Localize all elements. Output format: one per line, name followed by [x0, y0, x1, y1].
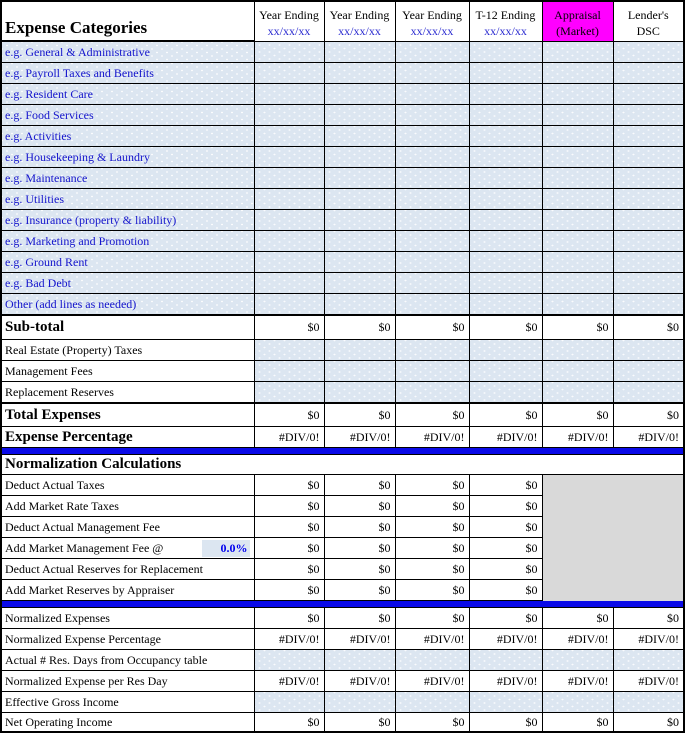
cell-input[interactable]: [395, 273, 469, 294]
cell-input[interactable]: [395, 252, 469, 273]
cell-input[interactable]: [324, 650, 395, 671]
row-label: e.g. Activities: [1, 126, 254, 147]
section-title: Normalization Calculations: [1, 455, 684, 475]
cell-input[interactable]: [395, 294, 469, 316]
row-label: Effective Gross Income: [1, 692, 254, 713]
cell-input[interactable]: [469, 361, 542, 382]
cell-input[interactable]: [613, 252, 684, 273]
cell-value[interactable]: #DIV/0!: [469, 671, 542, 692]
table-row: [1, 692, 684, 713]
cell-value[interactable]: $0: [395, 403, 469, 427]
cell-value[interactable]: $0: [324, 608, 395, 629]
row-label: [1, 538, 254, 559]
cell-value[interactable]: #DIV/0!: [254, 427, 324, 448]
row-label: e.g. Ground Rent: [1, 252, 254, 273]
cell-input[interactable]: [324, 168, 395, 189]
cell-value[interactable]: $0: [324, 580, 395, 601]
cell-value[interactable]: $0: [254, 496, 324, 517]
cell-input[interactable]: [613, 210, 684, 231]
row-label: e.g. Housekeeping & Laundry: [1, 147, 254, 168]
cell-input[interactable]: [469, 650, 542, 671]
table-row: [1, 189, 684, 210]
cell-input[interactable]: [542, 692, 613, 713]
cell-input[interactable]: [469, 168, 542, 189]
cell-value[interactable]: #DIV/0!: [469, 629, 542, 650]
cell-input[interactable]: [324, 252, 395, 273]
row-label: Actual # Res. Days from Occupancy table: [1, 650, 254, 671]
cell-value[interactable]: $0: [324, 496, 395, 517]
cell-value[interactable]: $0: [254, 608, 324, 629]
cell-input[interactable]: [395, 340, 469, 361]
column-header-2: [395, 1, 469, 41]
row-label: Normalized Expenses: [1, 608, 254, 629]
cell-input[interactable]: [542, 168, 613, 189]
header-row: [1, 1, 684, 41]
row-label: Normalized Expense Percentage: [1, 629, 254, 650]
cell-input[interactable]: [469, 126, 542, 147]
row-label: Total Expenses: [1, 403, 254, 427]
cell-input[interactable]: [542, 63, 613, 84]
cell-input[interactable]: [254, 147, 324, 168]
cell-value[interactable]: $0: [395, 608, 469, 629]
cell-value[interactable]: $0: [254, 559, 324, 580]
row-label: Normalized Expense per Res Day: [1, 671, 254, 692]
table-row: [1, 496, 684, 517]
cell-input[interactable]: [613, 168, 684, 189]
blue-divider: [1, 601, 684, 608]
cell-input[interactable]: [469, 382, 542, 404]
cell-input[interactable]: [324, 147, 395, 168]
cell-input[interactable]: [324, 231, 395, 252]
cell-input[interactable]: [469, 105, 542, 126]
management-fee-percent-input[interactable]: 0.0%: [202, 540, 250, 557]
table-row: [1, 629, 684, 650]
cell-input[interactable]: [254, 382, 324, 404]
cell-input[interactable]: [254, 361, 324, 382]
cell-value[interactable]: #DIV/0!: [469, 427, 542, 448]
cell-value[interactable]: #DIV/0!: [613, 427, 684, 448]
row-label: e.g. Payroll Taxes and Benefits: [1, 63, 254, 84]
cell-value[interactable]: $0: [254, 713, 324, 733]
row-label: e.g. Maintenance: [1, 168, 254, 189]
column-header-expense-categories: Expense Categories: [1, 1, 254, 41]
cell-input[interactable]: [542, 252, 613, 273]
cell-input[interactable]: [613, 340, 684, 361]
cell-input[interactable]: [254, 252, 324, 273]
cell-input[interactable]: [469, 63, 542, 84]
cell-input[interactable]: [395, 692, 469, 713]
cell-value[interactable]: $0: [395, 315, 469, 340]
row-label: e.g. Insurance (property & liability): [1, 210, 254, 231]
cell-input[interactable]: [613, 382, 684, 404]
table-row: [1, 231, 684, 252]
row-label: Expense Percentage: [1, 427, 254, 448]
row-label: Real Estate (Property) Taxes: [1, 340, 254, 361]
cell-value[interactable]: $0: [395, 475, 469, 496]
cell-value[interactable]: $0: [395, 538, 469, 559]
cell-value[interactable]: $0: [395, 496, 469, 517]
cell-value[interactable]: $0: [469, 403, 542, 427]
cell-value[interactable]: $0: [254, 475, 324, 496]
row-label-text: Add Market Management Fee @: [5, 540, 164, 555]
cell-value[interactable]: $0: [469, 608, 542, 629]
cell-input[interactable]: [613, 650, 684, 671]
cell-input[interactable]: [395, 231, 469, 252]
column-header-line1: T-12 Ending: [475, 8, 536, 23]
cell-input[interactable]: [469, 692, 542, 713]
cell-value[interactable]: #DIV/0!: [324, 671, 395, 692]
table-row: [1, 63, 684, 84]
cell-value[interactable]: $0: [469, 496, 542, 517]
row-label: e.g. Bad Debt: [1, 273, 254, 294]
table-row: [1, 448, 684, 455]
column-header-line1: Lender's: [627, 8, 669, 23]
cell-input[interactable]: [542, 41, 613, 63]
column-header-3: [469, 1, 542, 41]
cell-input[interactable]: [469, 252, 542, 273]
cell-input[interactable]: [613, 692, 684, 713]
cell-value[interactable]: $0: [324, 475, 395, 496]
cell-value[interactable]: #DIV/0!: [395, 427, 469, 448]
table-row: [1, 650, 684, 671]
grayed-out-cell: [542, 517, 684, 538]
cell-input[interactable]: [613, 231, 684, 252]
cell-value[interactable]: $0: [469, 713, 542, 733]
cell-input[interactable]: [395, 168, 469, 189]
cell-value[interactable]: $0: [324, 713, 395, 733]
grayed-out-cell: [542, 496, 684, 517]
cell-value[interactable]: $0: [395, 713, 469, 733]
table-row: [1, 713, 684, 733]
table-row: [1, 601, 684, 608]
table-row: [1, 315, 684, 340]
cell-value[interactable]: $0: [613, 713, 684, 733]
table-row: [1, 608, 684, 629]
cell-input[interactable]: [542, 231, 613, 252]
cell-input[interactable]: [254, 210, 324, 231]
column-header-4: [542, 1, 613, 41]
cell-input[interactable]: [469, 231, 542, 252]
cell-value[interactable]: $0: [469, 559, 542, 580]
column-header-5: [613, 1, 684, 41]
row-label: Deduct Actual Management Fee: [1, 517, 254, 538]
row-label: Other (add lines as needed): [1, 294, 254, 316]
cell-input[interactable]: [254, 41, 324, 63]
row-label: e.g. General & Administrative: [1, 41, 254, 63]
table-row: [1, 252, 684, 273]
table-row: [1, 455, 684, 475]
cell-input[interactable]: [542, 650, 613, 671]
cell-value[interactable]: $0: [395, 517, 469, 538]
cell-input[interactable]: [395, 147, 469, 168]
cell-input[interactable]: [613, 147, 684, 168]
blue-divider: [1, 448, 684, 455]
column-header-line1: Year Ending: [329, 8, 390, 23]
cell-input[interactable]: [324, 273, 395, 294]
cell-input[interactable]: [324, 84, 395, 105]
cell-input[interactable]: [613, 84, 684, 105]
cell-input[interactable]: [469, 41, 542, 63]
cell-input[interactable]: [613, 189, 684, 210]
cell-input[interactable]: [613, 126, 684, 147]
cell-value[interactable]: $0: [254, 517, 324, 538]
row-label: e.g. Utilities: [1, 189, 254, 210]
table-row: [1, 580, 684, 601]
cell-value[interactable]: #DIV/0!: [254, 671, 324, 692]
table-row: [1, 671, 684, 692]
cell-value[interactable]: $0: [469, 475, 542, 496]
column-header-0: [254, 1, 324, 41]
table-row: [1, 403, 684, 427]
cell-input[interactable]: [395, 382, 469, 404]
cell-value[interactable]: $0: [324, 559, 395, 580]
cell-input[interactable]: [254, 692, 324, 713]
table-row: [1, 382, 684, 404]
table-row: [1, 273, 684, 294]
cell-input[interactable]: [324, 382, 395, 404]
cell-value[interactable]: $0: [395, 559, 469, 580]
column-header-line1: Year Ending: [402, 8, 462, 23]
cell-value[interactable]: $0: [254, 538, 324, 559]
table-row: [1, 517, 684, 538]
cell-input[interactable]: [254, 126, 324, 147]
column-header-line1: Appraisal: [554, 8, 601, 23]
cell-value[interactable]: #DIV/0!: [613, 629, 684, 650]
cell-value[interactable]: $0: [254, 403, 324, 427]
cell-input[interactable]: [395, 84, 469, 105]
cell-input[interactable]: [324, 189, 395, 210]
grayed-out-cell: [542, 559, 684, 580]
table-row: [1, 475, 684, 496]
cell-input[interactable]: [324, 294, 395, 316]
cell-value[interactable]: $0: [613, 315, 684, 340]
cell-input[interactable]: [254, 84, 324, 105]
column-header-date: xx/xx/xx: [267, 23, 311, 38]
cell-value[interactable]: #DIV/0!: [324, 629, 395, 650]
row-label: Deduct Actual Reserves for Replacement: [1, 559, 254, 580]
cell-input[interactable]: [324, 105, 395, 126]
cell-value[interactable]: $0: [613, 608, 684, 629]
cell-value[interactable]: #DIV/0!: [395, 671, 469, 692]
cell-input[interactable]: [324, 361, 395, 382]
cell-input[interactable]: [542, 147, 613, 168]
column-header-date: xx/xx/xx: [338, 23, 381, 38]
row-label: e.g. Food Services: [1, 105, 254, 126]
cell-input[interactable]: [254, 63, 324, 84]
cell-input[interactable]: [324, 692, 395, 713]
cell-input[interactable]: [395, 210, 469, 231]
column-header-line2: DSC: [636, 23, 660, 38]
cell-value[interactable]: $0: [469, 580, 542, 601]
table-row: [1, 126, 684, 147]
row-label: e.g. Marketing and Promotion: [1, 231, 254, 252]
row-label: Add Market Rate Taxes: [1, 496, 254, 517]
column-header-date: xx/xx/xx: [484, 23, 527, 38]
table-row: [1, 168, 684, 189]
row-label: Replacement Reserves: [1, 382, 254, 404]
cell-input[interactable]: [542, 105, 613, 126]
cell-input[interactable]: [254, 189, 324, 210]
cell-input[interactable]: [395, 650, 469, 671]
cell-input[interactable]: [324, 210, 395, 231]
cell-input[interactable]: [254, 294, 324, 316]
cell-value[interactable]: #DIV/0!: [613, 671, 684, 692]
row-label: Management Fees: [1, 361, 254, 382]
cell-value[interactable]: #DIV/0!: [254, 629, 324, 650]
row-label: e.g. Resident Care: [1, 84, 254, 105]
row-label: Deduct Actual Taxes: [1, 475, 254, 496]
cell-value[interactable]: $0: [469, 517, 542, 538]
table-row: [1, 84, 684, 105]
column-header-date: xx/xx/xx: [410, 23, 454, 38]
cell-value[interactable]: $0: [542, 608, 613, 629]
row-label: Net Operating Income: [1, 713, 254, 733]
cell-value[interactable]: #DIV/0!: [542, 671, 613, 692]
cell-value[interactable]: $0: [542, 315, 613, 340]
cell-input[interactable]: [469, 340, 542, 361]
table-row: [1, 105, 684, 126]
cell-value[interactable]: $0: [254, 315, 324, 340]
cell-value[interactable]: $0: [254, 580, 324, 601]
row-label: Sub-total: [1, 315, 254, 340]
table-row: [1, 147, 684, 168]
cell-input[interactable]: [542, 382, 613, 404]
table-row: [1, 210, 684, 231]
cell-value[interactable]: $0: [542, 713, 613, 733]
cell-input[interactable]: [254, 273, 324, 294]
cell-input[interactable]: [395, 63, 469, 84]
cell-input[interactable]: [395, 41, 469, 63]
row-label: Add Market Reserves by Appraiser: [1, 580, 254, 601]
cell-value[interactable]: $0: [469, 315, 542, 340]
cell-input[interactable]: [542, 126, 613, 147]
cell-input[interactable]: [395, 189, 469, 210]
cell-input[interactable]: [324, 63, 395, 84]
table-row: [1, 294, 684, 316]
grayed-out-cell: [542, 580, 684, 601]
cell-value[interactable]: $0: [469, 538, 542, 559]
cell-value[interactable]: $0: [324, 517, 395, 538]
cell-input[interactable]: [542, 84, 613, 105]
cell-value[interactable]: #DIV/0!: [542, 629, 613, 650]
grayed-out-cell: [542, 538, 684, 559]
cell-input[interactable]: [324, 126, 395, 147]
table-row: [1, 559, 684, 580]
cell-input[interactable]: [542, 189, 613, 210]
cell-input[interactable]: [395, 126, 469, 147]
cell-input[interactable]: [254, 168, 324, 189]
cell-input[interactable]: [254, 650, 324, 671]
cell-value[interactable]: $0: [542, 403, 613, 427]
cell-value[interactable]: #DIV/0!: [395, 629, 469, 650]
grayed-out-cell: [542, 475, 684, 496]
cell-value[interactable]: $0: [324, 538, 395, 559]
cell-input[interactable]: [613, 41, 684, 63]
cell-value[interactable]: $0: [395, 580, 469, 601]
cell-input[interactable]: [324, 340, 395, 361]
cell-input[interactable]: [469, 210, 542, 231]
cell-input[interactable]: [542, 210, 613, 231]
cell-input[interactable]: [542, 340, 613, 361]
cell-value[interactable]: $0: [613, 403, 684, 427]
table-row: [1, 41, 684, 63]
cell-input[interactable]: [395, 105, 469, 126]
cell-input[interactable]: [254, 105, 324, 126]
cell-input[interactable]: [469, 189, 542, 210]
cell-input[interactable]: [613, 273, 684, 294]
cell-input[interactable]: [469, 294, 542, 316]
cell-input[interactable]: [469, 273, 542, 294]
cell-input[interactable]: [254, 231, 324, 252]
cell-input[interactable]: [395, 361, 469, 382]
cell-value[interactable]: $0: [324, 403, 395, 427]
table-row: [1, 340, 684, 361]
cell-input[interactable]: [542, 273, 613, 294]
cell-value[interactable]: #DIV/0!: [324, 427, 395, 448]
cell-input[interactable]: [542, 361, 613, 382]
cell-input[interactable]: [469, 84, 542, 105]
cell-value[interactable]: #DIV/0!: [542, 427, 613, 448]
table-body: [1, 1, 684, 732]
cell-input[interactable]: [542, 294, 613, 316]
cell-input[interactable]: [613, 294, 684, 316]
cell-value[interactable]: $0: [324, 315, 395, 340]
cell-input[interactable]: [469, 147, 542, 168]
column-header-line2: (Market): [556, 23, 599, 38]
cell-input[interactable]: [613, 361, 684, 382]
cell-input[interactable]: [254, 340, 324, 361]
table-row: [1, 427, 684, 448]
cell-input[interactable]: [613, 105, 684, 126]
column-header-line1: Year Ending: [259, 8, 319, 23]
table-row: [1, 361, 684, 382]
cell-input[interactable]: [324, 41, 395, 63]
table-row: [1, 538, 684, 559]
cell-input[interactable]: [613, 63, 684, 84]
column-header-1: [324, 1, 395, 41]
